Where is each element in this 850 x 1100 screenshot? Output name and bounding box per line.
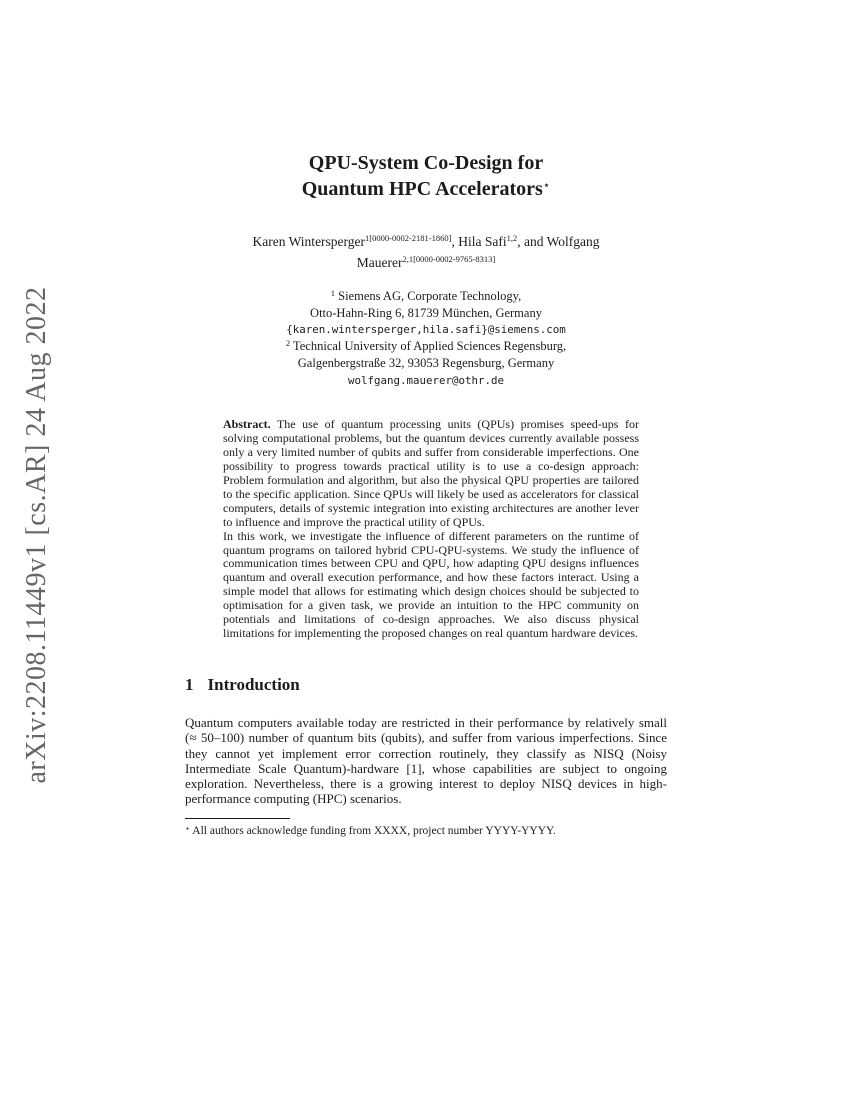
author-name: Hila Safi xyxy=(458,234,507,249)
footnote xyxy=(185,824,667,838)
author-separator: , and xyxy=(517,234,547,249)
author-name: Mauerer xyxy=(356,254,403,270)
affiliation-1-line-1 xyxy=(185,288,667,305)
paper-content xyxy=(185,0,667,850)
abstract-paragraph-1 xyxy=(223,418,639,529)
author-list xyxy=(185,232,667,274)
footnote-text: All authors acknowledge funding from XXXX, project number YYYY-YYYY. xyxy=(192,824,556,837)
author-name: Karen Wintersperger xyxy=(252,234,366,249)
footnote-rule xyxy=(185,818,290,819)
affiliation-marker: 1 xyxy=(330,287,335,298)
affiliation-text: Technical University of Applied Sciences Regensburg, xyxy=(293,339,567,354)
introduction-paragraph: Quantum computers available today are restricted in their performance by relatively small (≈ 50–100) number of quantum bits (qubits), and suffer from various imperfections. Since they cannot yet implement error correction routinely, they classify as NISQ (Noisy Intermediate Scale Quantum)-hardware [1], whose capabilities are subject to ongoing exploration. Nevertheless, there is a growing interest to deploy NISQ devices in high-performance computing (HPC) scenarios. xyxy=(185,714,667,807)
affiliation-1-line-2 xyxy=(185,305,667,322)
section-number: 1 xyxy=(185,674,194,694)
author-line-1 xyxy=(185,232,667,253)
abstract-block xyxy=(223,418,639,641)
author-line-2 xyxy=(185,253,667,274)
affiliation-marker: 2 xyxy=(285,338,291,349)
author-name: Wolfgang xyxy=(546,234,600,249)
title-line-1: QPU-System Co-Design for xyxy=(308,152,544,174)
section-title: Introduction xyxy=(207,674,300,694)
affiliations-block xyxy=(185,288,667,389)
email-text: {karen.wintersperger,hila.safi}@siemens.com xyxy=(286,323,566,337)
affiliation-2-email xyxy=(185,372,667,389)
title-line-2: Quantum HPC Accelerators xyxy=(301,178,543,200)
author-orcid: 2,1[0000-0002-9765-8313] xyxy=(402,253,496,264)
affiliation-text: Siemens AG, Corporate Technology, xyxy=(338,288,522,303)
paper-title xyxy=(185,150,667,202)
author-orcid: 1[0000-0002-2181-1860] xyxy=(365,233,452,243)
author-separator: , xyxy=(451,234,459,249)
email-text: wolfgang.mauerer@othr.de xyxy=(347,373,504,387)
abstract-text: The use of quantum processing units (QPUs) promises speed-ups for solving computational problems, but the quantum devices currently available possess only a very limited number of qubits and suffer from considerable imperfections. One possibility to progress towards practical utility is to use a co-design approach: Problem formulation and algorithm, but also the physical QPU properties are tailored to the specific application. Since QPUs will likely be used as accelerators for classical computers, details of systemic integration into existing architectures are another lever to influence and improve the practical utility of QPUs. xyxy=(223,417,639,529)
section-heading-introduction xyxy=(185,675,667,695)
abstract-label: Abstract. xyxy=(223,417,271,432)
arxiv-watermark: arXiv:2208.11449v1 [cs.AR] 24 Aug 2022 xyxy=(21,286,52,784)
abstract-text: In this work, we investigate the influence of different parameters on the runtime of quantum programs on tailored hybrid CPU-QPU-systems. We study the influence of communication times between CPU and QPU, how adapting QPU designs influences quantum and overall execution performance, and how these factors interact. Using a simple model that allows for estimating which design choices should be subjected to optimisation for a given task, we provide an intuition to the HPC community on potentials and limitations of co-design approaches. We also discuss physical limitations for implementing the proposed changes on real quantum hardware devices. xyxy=(223,528,639,640)
footnote-star-marker: ⋆ xyxy=(185,823,191,833)
author-affil-marker: 1,2 xyxy=(506,233,518,243)
affiliation-2-line-2 xyxy=(185,355,667,372)
title-footnote-star-marker: ⋆ xyxy=(542,178,551,192)
affiliation-2-line-1 xyxy=(185,338,667,355)
affiliation-text: Otto-Hahn-Ring 6, 81739 München, Germany xyxy=(310,305,542,320)
abstract-paragraph-2 xyxy=(223,530,639,641)
affiliation-1-email xyxy=(185,321,667,338)
affiliation-text: Galgenbergstraße 32, 93053 Regensburg, Germany xyxy=(297,355,555,370)
